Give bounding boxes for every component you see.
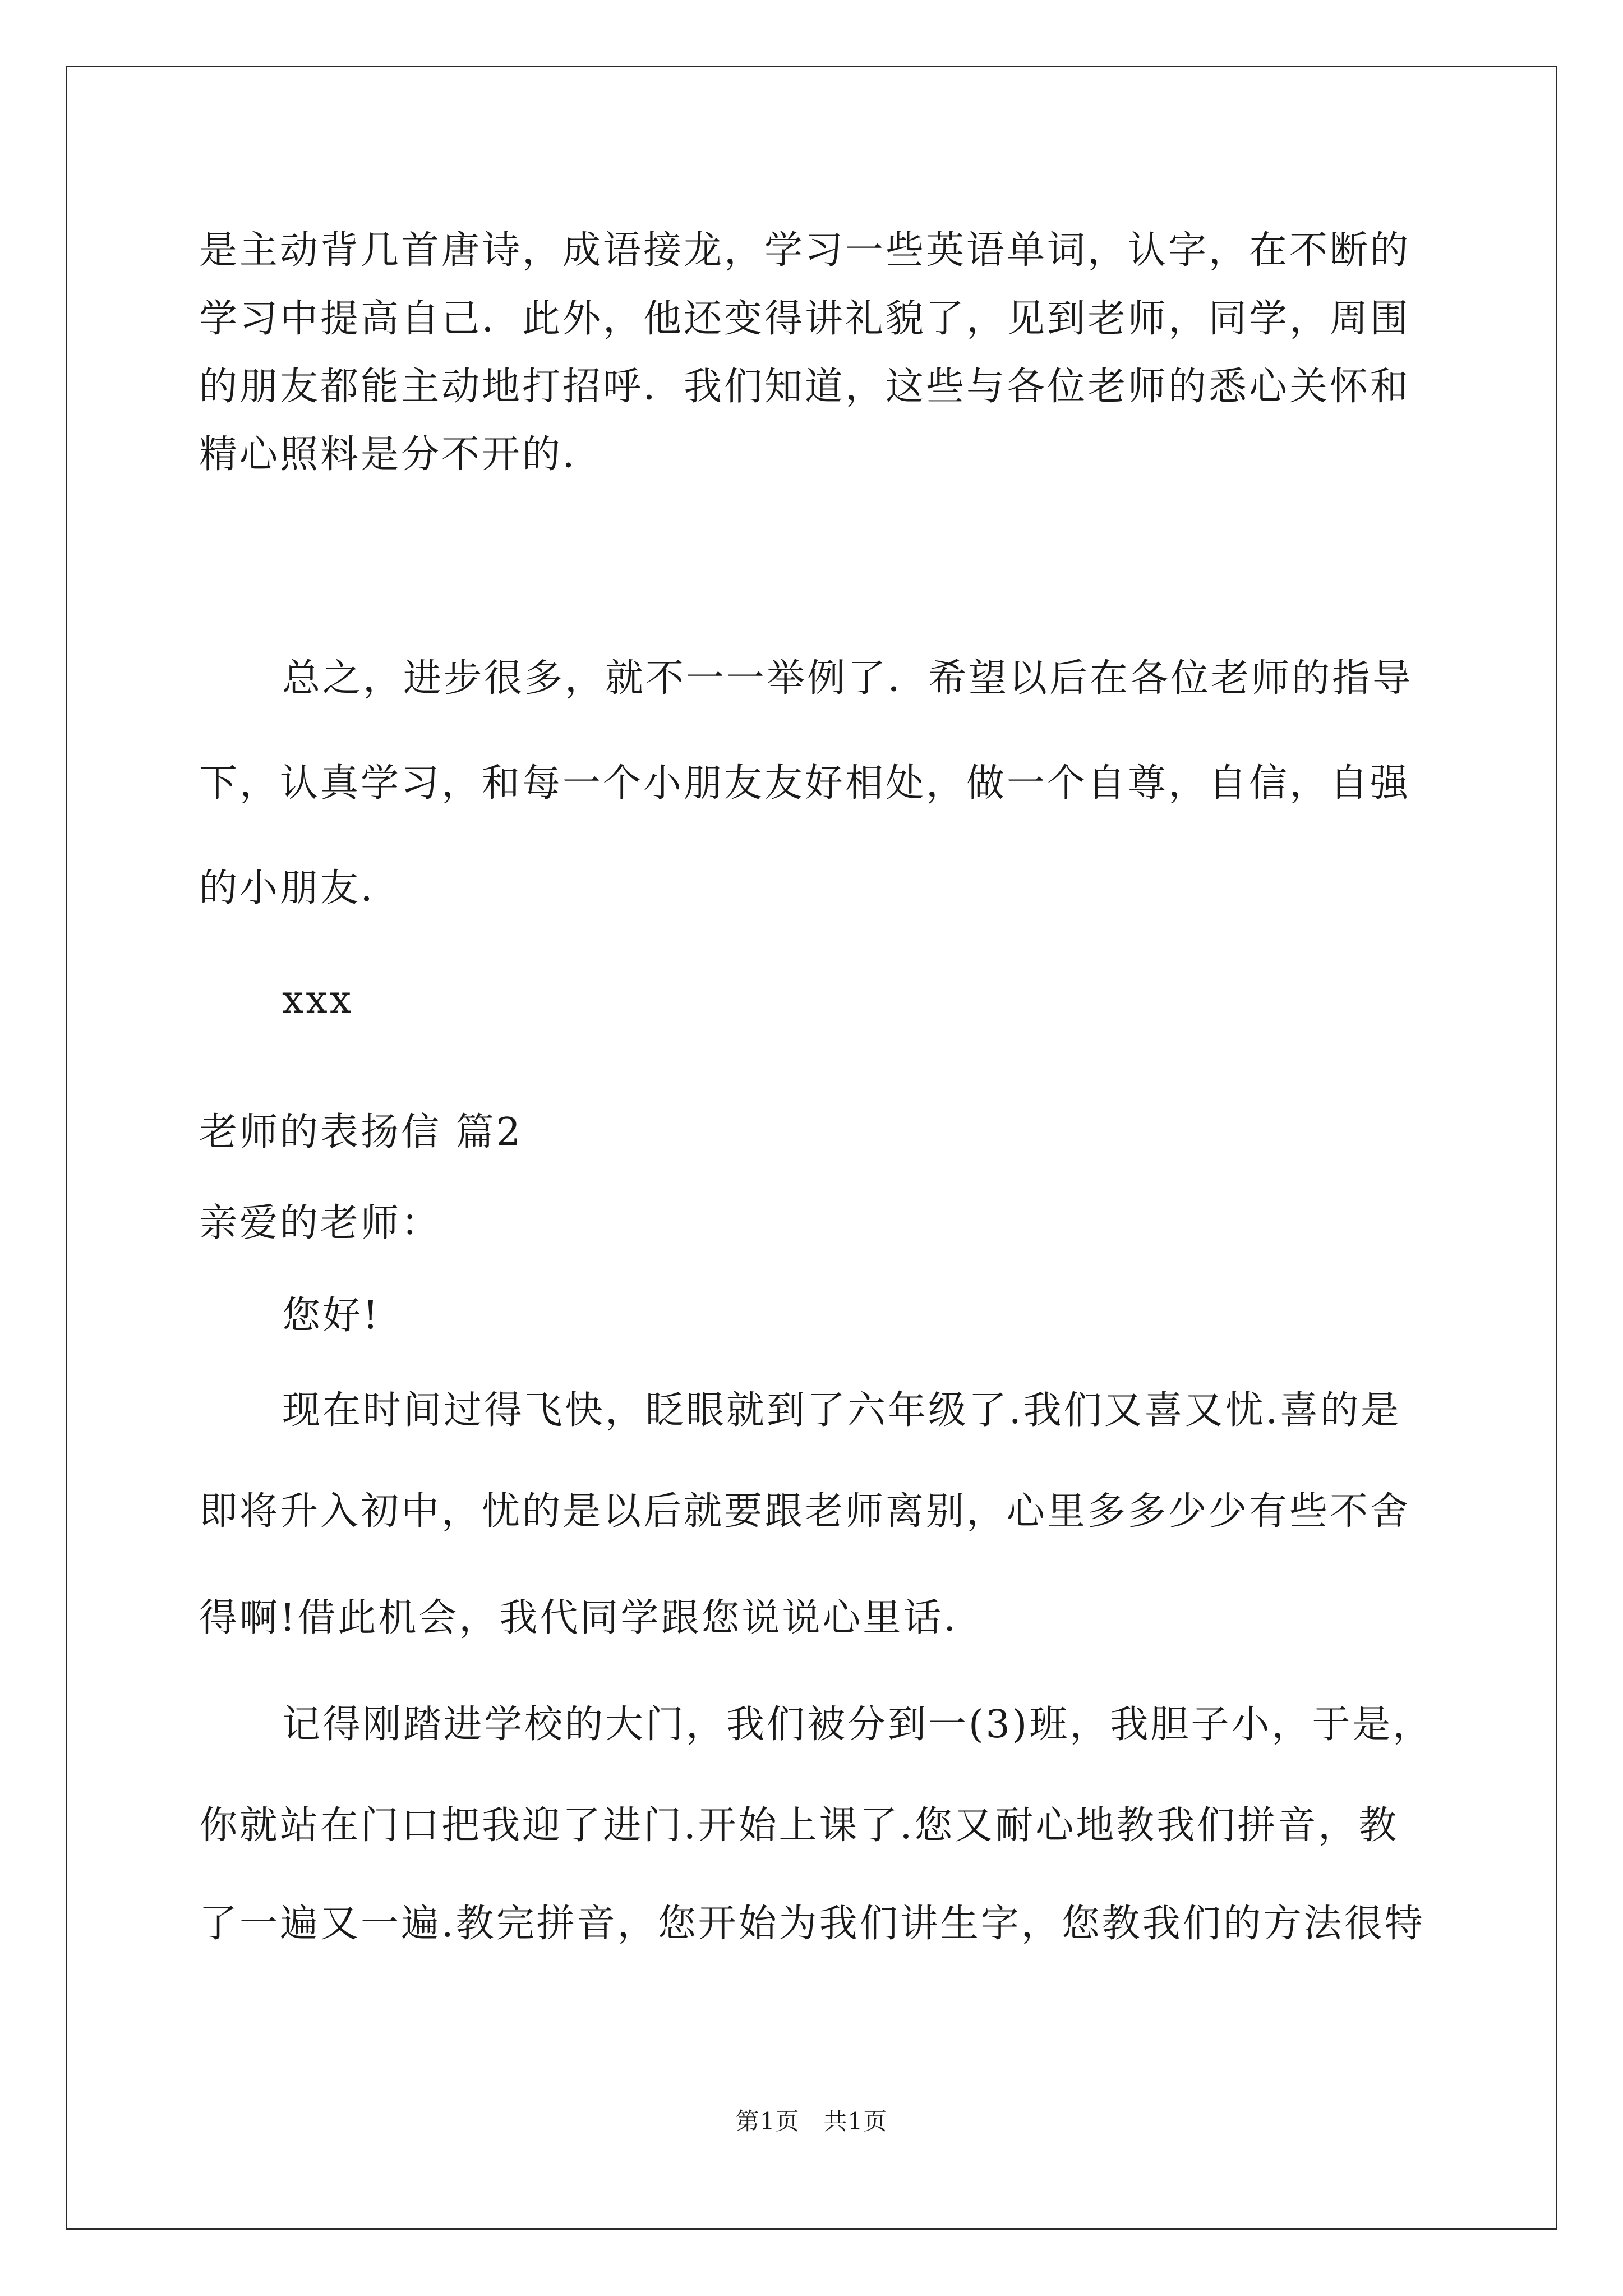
text-line: 你就站在门口把我迎了进门.开始上课了.您又耐心地教我们拼音，教	[199, 1803, 1399, 1848]
text-line: 学习中提高自己．此外，他还变得讲礼貌了，见到老师，同学，周围	[199, 297, 1411, 341]
text-line: 的小朋友．	[199, 866, 402, 910]
greeting: 您好!	[282, 1294, 381, 1338]
signature-line: xxx	[282, 978, 354, 1022]
paragraph-start-line: 现在时间过得飞快，眨眼就到了六年级了.我们又喜又忧.喜的是	[282, 1388, 1401, 1433]
section-heading: 老师的表扬信 篇2	[199, 1110, 523, 1154]
text-line: 精心照料是分不开的．	[199, 432, 603, 477]
text-line: 的朋友都能主动地打招呼．我们知道，这些与各位老师的悉心关怀和	[199, 365, 1411, 409]
text-line: 了一遍又一遍.教完拼音，您开始为我们讲生字，您教我们的方法很特	[199, 1902, 1425, 1946]
paragraph-start-line: 总之，进步很多，就不一一举例了．希望以后在各位老师的指导	[282, 656, 1413, 701]
text-line: 即将升入初中，忧的是以后就要跟老师离别，心里多多少少有些不舍	[199, 1489, 1411, 1534]
paragraph-start-line: 记得刚踏进学校的大门，我们被分到一(3)班，我胆子小，于是，	[282, 1703, 1433, 1747]
text-line: 是主动背几首唐诗，成语接龙，学习一些英语单词，认字，在不断的	[199, 228, 1411, 273]
page-footer: 第1页 共1页	[735, 2108, 888, 2135]
text-line: 下，认真学习，和每一个小朋友友好相处，做一个自尊，自信，自强	[199, 761, 1411, 806]
text-line: 得啊!借此机会，我代同学跟您说说心里话.	[199, 1596, 958, 1640]
salutation: 亲爱的老师：	[199, 1201, 442, 1245]
